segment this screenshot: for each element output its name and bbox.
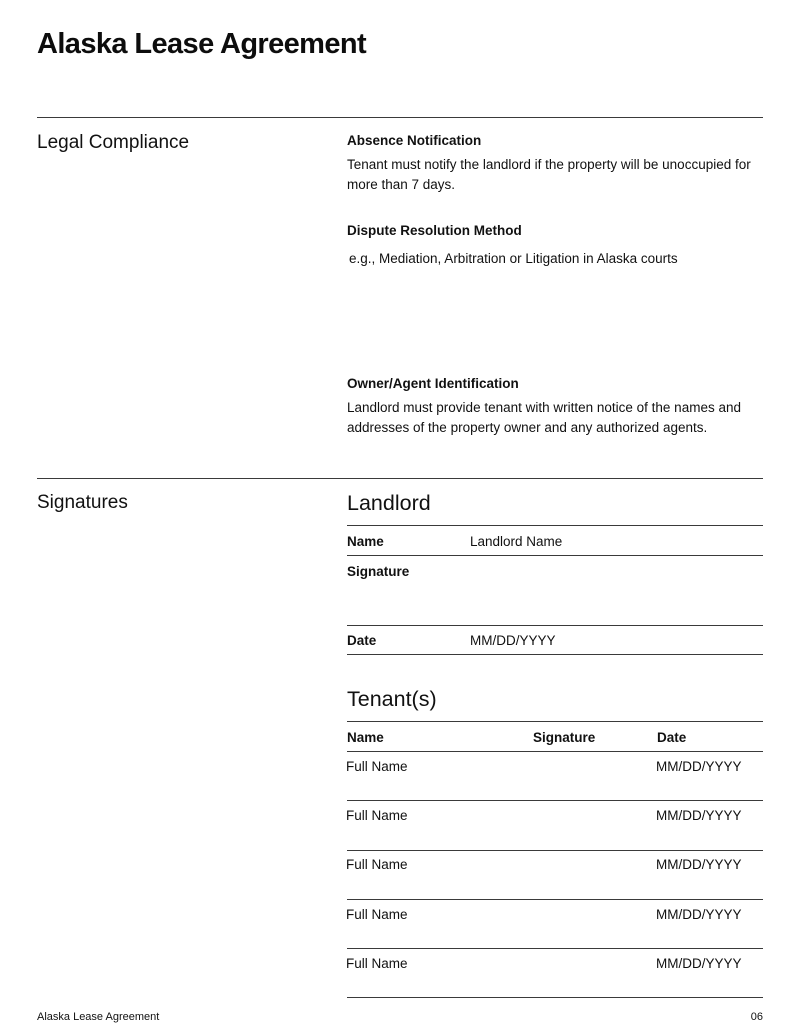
tenant-row-divider xyxy=(347,800,763,801)
owner-agent-text: Landlord must provide tenant with written notice of the names and addresses of the property owner and any authorized agents. xyxy=(347,400,741,435)
tenant-name-field[interactable]: Full Name xyxy=(346,956,408,971)
landlord-rule-top xyxy=(347,525,763,526)
tenants-col-signature: Signature xyxy=(533,730,596,745)
tenant-name-field[interactable]: Full Name xyxy=(346,857,408,872)
tenant-name-field[interactable]: Full Name xyxy=(346,808,408,823)
tenant-date-field[interactable]: MM/DD/YYYY xyxy=(656,759,742,774)
section-label-legal-compliance: Legal Compliance xyxy=(37,132,190,153)
tenants-rule-header xyxy=(347,751,763,752)
absence-notification-label: Absence Notification xyxy=(347,133,482,148)
landlord-date-label: Date xyxy=(347,633,377,648)
landlord-name-label: Name xyxy=(347,534,384,549)
page-title: Alaska Lease Agreement xyxy=(37,28,367,60)
landlord-heading: Landlord xyxy=(347,491,431,515)
page-number: 06 xyxy=(750,1011,763,1023)
landlord-date-field[interactable]: MM/DD/YYYY xyxy=(470,633,556,648)
tenant-signature-field[interactable] xyxy=(533,953,648,995)
section-label-signatures: Signatures xyxy=(37,492,128,513)
owner-agent-label: Owner/Agent Identification xyxy=(347,376,519,391)
tenant-date-field[interactable]: MM/DD/YYYY xyxy=(656,857,742,872)
tenant-name-field[interactable]: Full Name xyxy=(346,907,408,922)
tenant-date-field[interactable]: MM/DD/YYYY xyxy=(656,956,742,971)
tenants-rule-top xyxy=(347,721,763,722)
landlord-rule-signature xyxy=(347,625,763,626)
tenants-heading: Tenant(s) xyxy=(347,687,437,711)
section-divider-legal xyxy=(37,117,763,118)
footer-title: Alaska Lease Agreement xyxy=(37,1011,160,1023)
section-divider-signatures xyxy=(37,478,763,479)
tenant-date-field[interactable]: MM/DD/YYYY xyxy=(656,808,742,823)
absence-notification-text: Tenant must notify the landlord if the property will be unoccupied for more than 7 days. xyxy=(347,157,751,192)
tenant-row-divider xyxy=(347,850,763,851)
dispute-resolution-label: Dispute Resolution Method xyxy=(347,223,522,238)
landlord-rule-date xyxy=(347,654,763,655)
landlord-signature-label: Signature xyxy=(347,564,410,579)
tenants-col-date: Date xyxy=(657,730,687,745)
tenant-row-divider xyxy=(347,948,763,949)
dispute-resolution-field[interactable]: e.g., Mediation, Arbitration or Litigation in Alaska courts xyxy=(349,251,678,266)
tenant-signature-field[interactable] xyxy=(533,854,648,896)
tenants-col-name: Name xyxy=(347,730,384,745)
tenant-name-field[interactable]: Full Name xyxy=(346,759,408,774)
tenant-date-field[interactable]: MM/DD/YYYY xyxy=(656,907,742,922)
landlord-name-field[interactable]: Landlord Name xyxy=(470,534,563,549)
landlord-rule-name xyxy=(347,555,763,556)
tenant-row-divider xyxy=(347,899,763,900)
tenant-signature-field[interactable] xyxy=(533,756,648,798)
tenant-signature-field[interactable] xyxy=(533,805,648,847)
tenant-row-divider xyxy=(347,997,763,998)
tenant-signature-field[interactable] xyxy=(533,904,648,946)
landlord-signature-field[interactable] xyxy=(347,582,763,624)
